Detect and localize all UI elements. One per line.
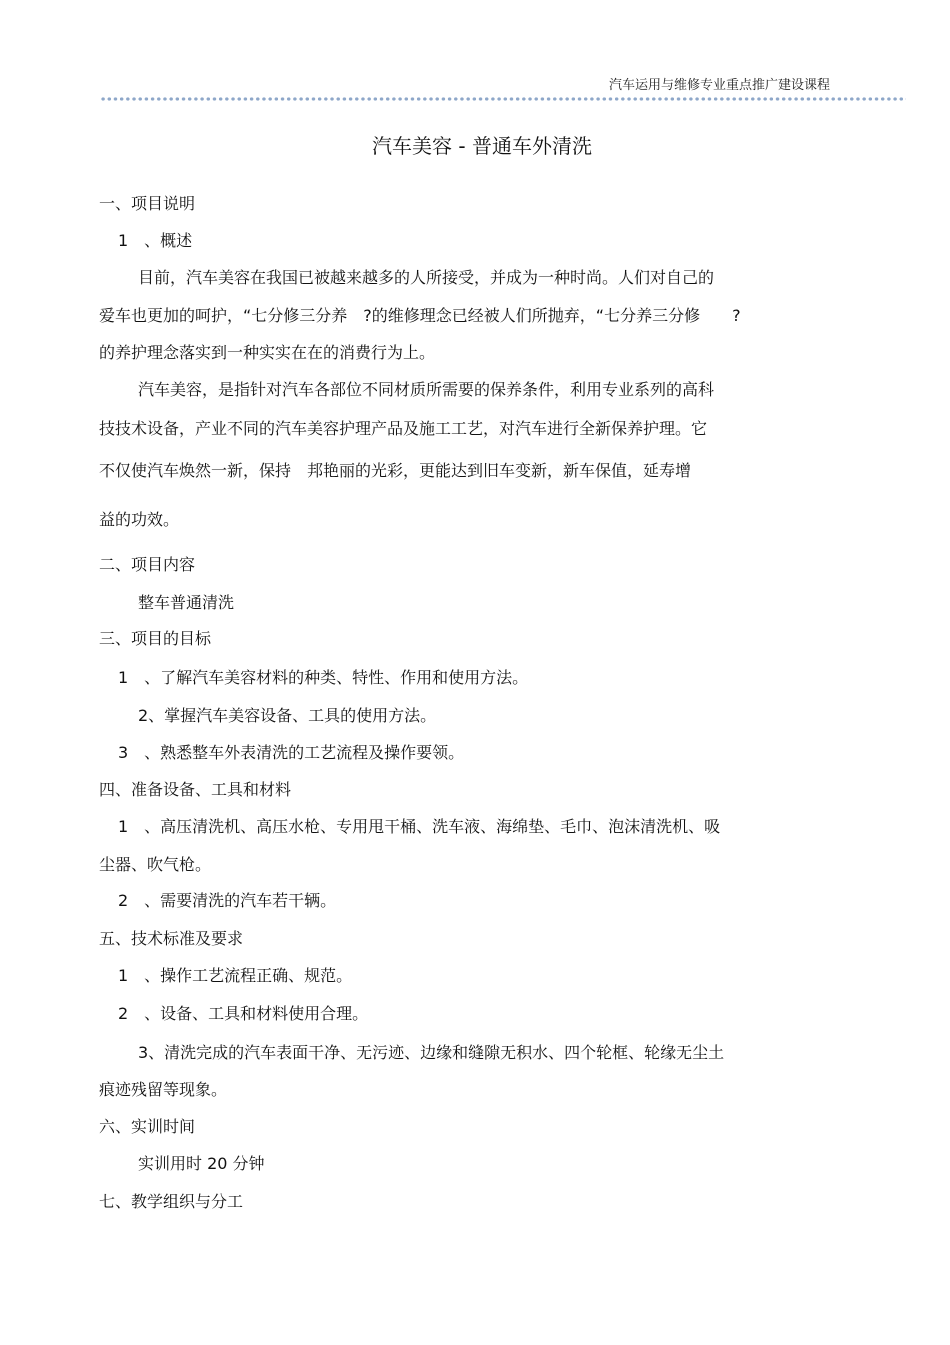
section-heading-6: 六、实训时间 (99, 1117, 196, 1136)
paragraph-line: 技技术设备，产业不同的汽车美容护理产品及施工工艺，对汽车进行全新保养护理。它 (99, 419, 708, 438)
list-item: 1 、操作工艺流程正确、规范。 (118, 966, 353, 985)
list-item-continuation: 尘器、吹气枪。 (99, 855, 212, 874)
paragraph-line: 的养护理念落实到一种实实在在的消费行为上。 (99, 343, 436, 362)
list-item: 2 、设备、工具和材料使用合理。 (118, 1004, 369, 1023)
list-item: 1 、高压清洗机、高压水枪、专用甩干桶、洗车液、海绵垫、毛巾、泡沫清洗机、吸 (118, 817, 721, 836)
section-heading-3: 三、项目的目标 (99, 629, 212, 648)
section-body-text: 整车普通清洗 (138, 593, 235, 612)
paragraph-line: 目前，汽车美容在我国已被越来越多的人所接受，并成为一种时尚。人们对自己的 (138, 268, 715, 287)
header-dotted-divider (100, 97, 906, 101)
list-item: 2 、需要清洗的汽车若干辆。 (118, 891, 337, 910)
section-heading-7: 七、教学组织与分工 (99, 1192, 244, 1211)
section-heading-4: 四、准备设备、工具和材料 (99, 780, 292, 799)
section-heading-5: 五、技术标准及要求 (99, 929, 244, 948)
list-item: 2、掌握汽车美容设备、工具的使用方法。 (138, 706, 437, 725)
list-item-continuation: 痕迹残留等现象。 (99, 1080, 228, 1099)
list-item: 3、清洗完成的汽车表面干净、无污迹、边缘和缝隙无积水、四个轮框、轮缘无尘土 (138, 1043, 725, 1062)
paragraph-line: 不仅使汽车焕然一新，保持 邦艳丽的光彩，更能达到旧车变新，新车保值，延寿增 (99, 461, 692, 480)
section-heading-2: 二、项目内容 (99, 555, 196, 574)
list-item: 3 、熟悉整车外表清洗的工艺流程及操作要领。 (118, 743, 465, 762)
subsection-heading-overview: 1 、概述 (118, 231, 193, 250)
paragraph-line: 汽车美容，是指针对汽车各部位不同材质所需要的保养条件，利用专业系列的高科 (138, 380, 715, 399)
paragraph-line: 爱车也更加的呵护，“七分修三分养 ?的维修理念已经被人们所抛弃，“七分养三分修 ? (99, 306, 741, 325)
list-item: 1 、了解汽车美容材料的种类、特性、作用和使用方法。 (118, 668, 529, 687)
header-course-name: 汽车运用与维修专业重点推广建设课程 (608, 78, 830, 93)
section-body-text: 实训用时 20 分钟 (138, 1154, 265, 1173)
document-title: 汽车美容 - 普通车外清洗 (372, 134, 592, 158)
paragraph-line: 益的功效。 (99, 510, 180, 529)
section-heading-1: 一、项目说明 (99, 194, 196, 213)
